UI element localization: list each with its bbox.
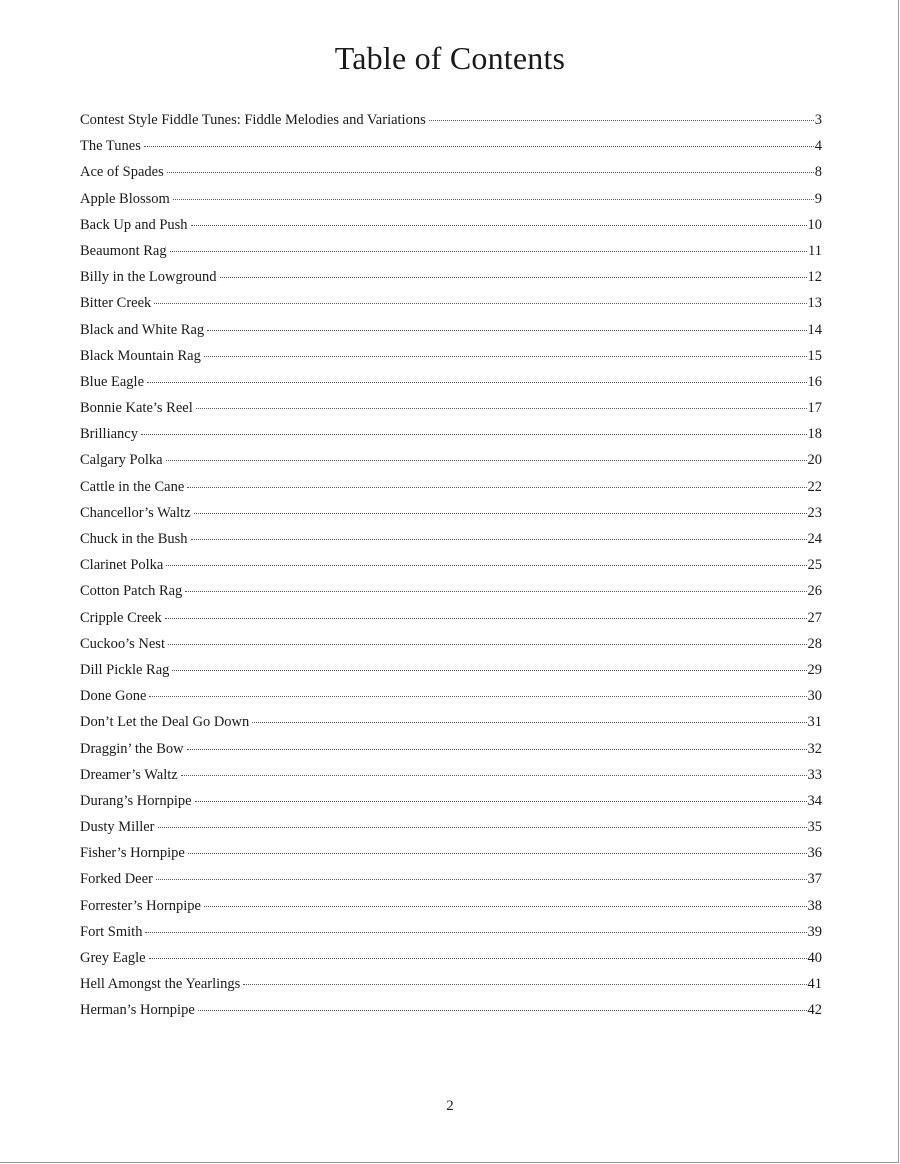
toc-entry-page: 3 <box>814 112 822 128</box>
dot-leader <box>187 486 806 488</box>
table-of-contents <box>80 107 822 1024</box>
toc-entry-page: 38 <box>807 897 822 914</box>
dot-leader <box>252 721 806 723</box>
toc-entry[interactable] <box>80 814 822 840</box>
toc-entry[interactable] <box>80 290 822 316</box>
toc-entry-title: Billy in the Lowground <box>80 269 217 286</box>
toc-entry[interactable] <box>80 788 822 814</box>
toc-entry-page: 16 <box>807 373 822 390</box>
toc-entry-page: 39 <box>807 923 822 940</box>
toc-entry-title: Grey Eagle <box>80 950 146 966</box>
dot-leader <box>167 171 814 173</box>
toc-entry-page: 14 <box>807 321 822 338</box>
toc-entry[interactable] <box>80 578 822 604</box>
toc-entry[interactable] <box>80 762 822 788</box>
toc-entry-page: 11 <box>808 242 822 259</box>
toc-entry[interactable] <box>80 317 822 343</box>
toc-entry-title: Done Gone <box>80 688 147 705</box>
toc-entry[interactable] <box>80 133 822 159</box>
dot-leader <box>198 1009 807 1011</box>
toc-entry-title: Apple Blossom <box>80 190 170 207</box>
toc-entry-title: Cripple Creek <box>80 609 162 626</box>
toc-entry[interactable] <box>80 343 822 369</box>
dot-leader <box>165 617 807 619</box>
dot-leader <box>149 695 806 697</box>
toc-entry-page: 8 <box>814 164 822 181</box>
toc-entry-title: Durang’s Hornpipe <box>80 792 192 809</box>
dot-leader <box>173 198 814 200</box>
dot-leader <box>147 381 806 383</box>
toc-entry[interactable] <box>80 526 822 552</box>
toc-entry[interactable] <box>80 919 822 945</box>
toc-entry-page: 33 <box>807 766 822 783</box>
toc-entry-title: Dill Pickle Rag <box>80 661 170 678</box>
toc-entry-page: 42 <box>807 1002 822 1019</box>
toc-entry-page: 20 <box>807 452 822 469</box>
dot-leader <box>158 826 807 828</box>
toc-entry[interactable] <box>80 605 822 631</box>
dot-leader <box>141 433 807 435</box>
dot-leader <box>204 355 807 357</box>
dot-leader <box>188 852 807 854</box>
toc-entry[interactable] <box>80 840 822 866</box>
toc-entry[interactable] <box>80 709 822 735</box>
toc-entry[interactable] <box>80 736 822 762</box>
toc-entry[interactable] <box>80 683 822 709</box>
toc-entry-page: 23 <box>807 504 822 521</box>
toc-entry-page: 26 <box>807 583 822 600</box>
toc-entry[interactable] <box>80 447 822 473</box>
toc-entry-title: Calgary Polka <box>80 452 163 469</box>
toc-entry-page: 34 <box>807 792 822 809</box>
page-number: 2 <box>446 1098 454 1114</box>
toc-entry-title: Bonnie Kate’s Reel <box>80 400 193 417</box>
dot-leader <box>187 748 807 750</box>
toc-entry[interactable] <box>80 421 822 447</box>
toc-entry-page: 24 <box>807 531 822 547</box>
toc-entry-title: Chancellor’s Waltz <box>80 504 191 521</box>
dot-leader <box>207 329 806 331</box>
toc-entry-title: Black Mountain Rag <box>80 347 201 364</box>
toc-entry-page: 4 <box>814 138 822 155</box>
toc-entry[interactable] <box>80 945 822 971</box>
dot-leader <box>149 957 807 959</box>
toc-entry-page: 31 <box>807 714 822 731</box>
toc-entry[interactable] <box>80 159 822 185</box>
toc-entry-title: Black and White Rag <box>80 321 205 338</box>
toc-entry-page: 41 <box>807 976 822 993</box>
toc-entry-page: 25 <box>807 557 822 574</box>
toc-entry-page: 28 <box>807 635 822 652</box>
dot-leader <box>243 983 806 985</box>
dot-leader <box>154 302 806 304</box>
dot-leader <box>170 250 807 252</box>
toc-entry[interactable] <box>80 238 822 264</box>
dot-leader <box>196 407 807 409</box>
toc-entry-title: Don’t Let the Deal Go Down <box>80 714 250 731</box>
toc-entry-page: 40 <box>807 950 822 966</box>
toc-entry-title: Dreamer’s Waltz <box>80 766 178 783</box>
toc-entry[interactable] <box>80 893 822 919</box>
toc-entry-title: Bitter Creek <box>80 295 152 312</box>
toc-entry-page: 37 <box>807 871 822 888</box>
toc-entry-page: 9 <box>814 190 822 207</box>
toc-entry-page: 27 <box>807 609 822 626</box>
toc-entry-title: Cattle in the Cane <box>80 478 185 495</box>
toc-entry-page: 35 <box>807 819 822 836</box>
dot-leader <box>144 145 814 147</box>
toc-entry[interactable] <box>80 971 822 997</box>
toc-entry-title: Chuck in the Bush <box>80 531 188 547</box>
toc-entry-title: Back Up and Push <box>80 216 188 233</box>
toc-entry-title: Blue Eagle <box>80 373 145 390</box>
toc-entry[interactable] <box>80 264 822 290</box>
toc-entry[interactable] <box>80 997 822 1023</box>
dot-leader <box>191 224 807 226</box>
toc-entry-title: Contest Style Fiddle Tunes: Fiddle Melodies and Variations <box>80 112 426 128</box>
dot-leader <box>204 905 807 907</box>
toc-entry[interactable] <box>80 395 822 421</box>
dot-leader <box>166 459 807 461</box>
dot-leader <box>168 643 807 645</box>
toc-entry-title: Fort Smith <box>80 923 143 940</box>
toc-entry-title: Brilliancy <box>80 426 138 443</box>
toc-entry[interactable] <box>80 657 822 683</box>
toc-entry-title: Cotton Patch Rag <box>80 583 183 600</box>
toc-entry-page: 10 <box>807 216 822 233</box>
toc-entry[interactable] <box>80 631 822 657</box>
toc-entry-page: 13 <box>807 295 822 312</box>
toc-entry-page: 29 <box>807 661 822 678</box>
toc-entry-title: Fisher’s Hornpipe <box>80 845 185 862</box>
toc-entry-title: Forrester’s Hornpipe <box>80 897 201 914</box>
dot-leader <box>429 119 814 121</box>
toc-entry[interactable] <box>80 212 822 238</box>
toc-entry-page: 12 <box>807 269 822 286</box>
toc-entry-title: Forked Deer <box>80 871 153 888</box>
toc-entry-page: 17 <box>807 400 822 417</box>
toc-entry-title: Cuckoo’s Nest <box>80 635 165 652</box>
toc-entry[interactable] <box>80 552 822 578</box>
toc-entry[interactable] <box>80 866 822 892</box>
toc-entry-title: Draggin’ the Bow <box>80 740 184 757</box>
toc-entry-title: Herman’s Hornpipe <box>80 1002 195 1019</box>
toc-entry-title: Clarinet Polka <box>80 557 164 574</box>
toc-entry-title: Ace of Spades <box>80 164 164 181</box>
dot-leader <box>195 800 807 802</box>
dot-leader <box>185 590 806 592</box>
dot-leader <box>156 878 807 880</box>
dot-leader <box>191 538 807 540</box>
page-title: Table of Contents <box>334 40 566 76</box>
toc-entry-page: 30 <box>807 688 822 705</box>
toc-entry-page: 36 <box>807 845 822 862</box>
toc-entry-page: 22 <box>807 478 822 495</box>
dot-leader <box>220 276 807 278</box>
dot-leader <box>194 512 807 514</box>
toc-entry[interactable] <box>80 186 822 212</box>
toc-entry[interactable] <box>80 474 822 500</box>
toc-entry-page: 15 <box>807 347 822 364</box>
dot-leader <box>181 774 807 776</box>
toc-entry-title: Hell Amongst the Yearlings <box>80 976 241 993</box>
dot-leader <box>145 931 806 933</box>
toc-entry-page: 18 <box>807 426 822 443</box>
toc-entry-title: Dusty Miller <box>80 819 155 836</box>
toc-entry-title: Beaumont Rag <box>80 242 167 259</box>
toc-entry-title: The Tunes <box>80 138 141 155</box>
dot-leader <box>172 669 806 671</box>
toc-entry[interactable] <box>80 369 822 395</box>
toc-entry[interactable] <box>80 107 822 133</box>
dot-leader <box>166 564 806 566</box>
toc-entry-page: 32 <box>807 740 822 757</box>
toc-entry[interactable] <box>80 500 822 526</box>
